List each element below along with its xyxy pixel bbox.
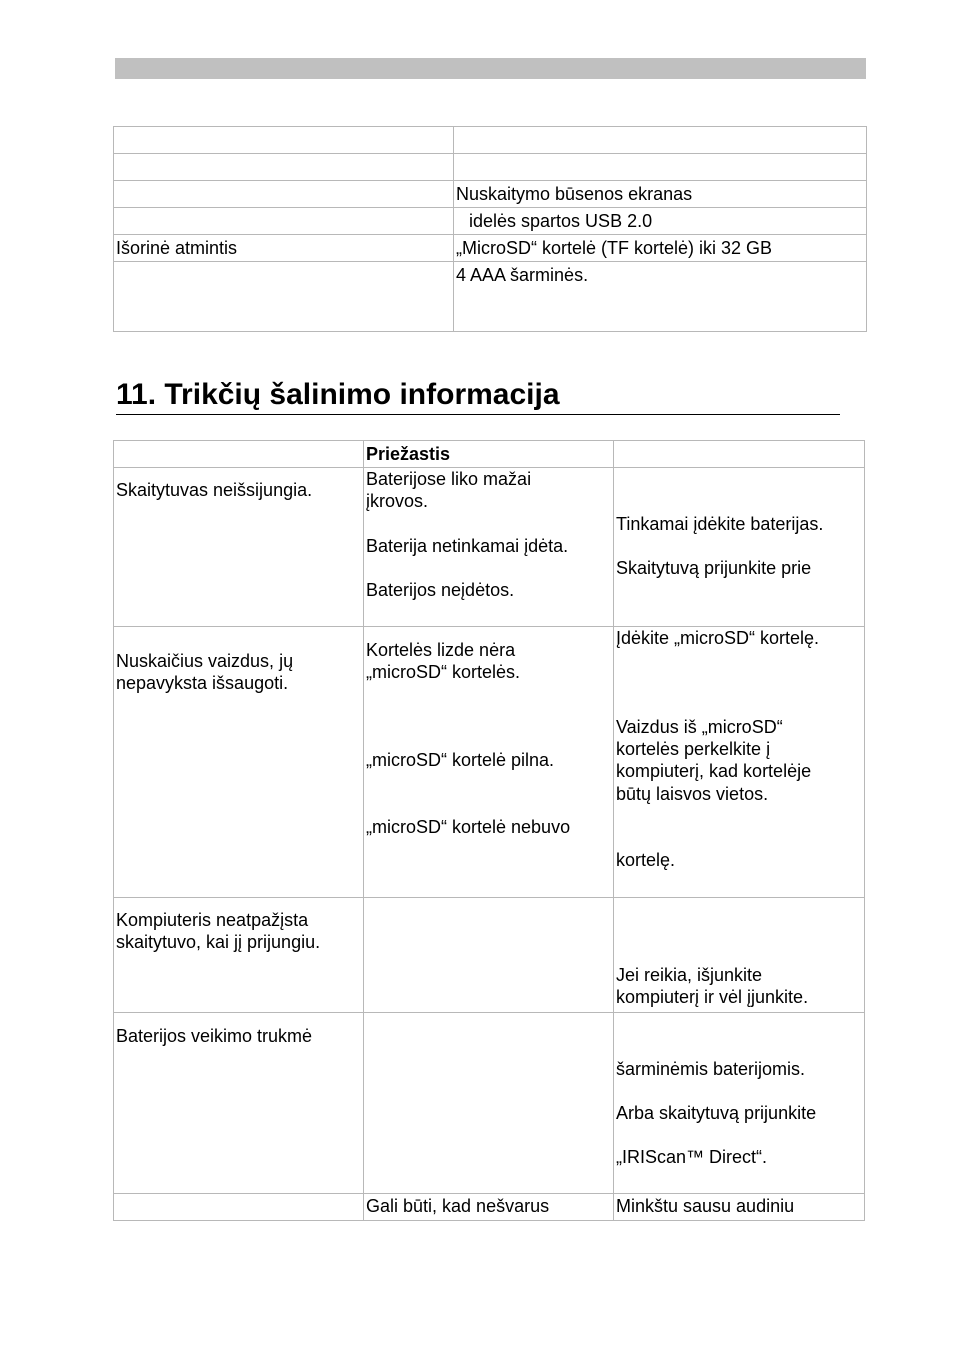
problem-cell [114, 1013, 364, 1194]
problem-cell [114, 627, 364, 898]
solution-text: Jei reikia, išjunkite [616, 965, 763, 985]
problem-cell [114, 1194, 364, 1221]
spec-label [114, 154, 454, 181]
spec-row [114, 262, 867, 332]
header-cause: Priežastis [364, 441, 614, 468]
specifications-table [113, 126, 867, 332]
cause-text: Baterijos neįdėtos. [366, 580, 515, 600]
solution-text: Vaizdus iš „microSD“ [616, 717, 783, 737]
solution-text: kortelės perkelkite į [616, 739, 771, 759]
solution-cell [614, 1194, 865, 1221]
spec-row [114, 181, 867, 208]
cause-cell [364, 468, 614, 627]
problem-text: Skaitytuvas neišsijungia. [116, 480, 313, 500]
problem-text: skaitytuvo, kai jį prijungiu. [116, 932, 321, 952]
problem-text: nepavyksta išsaugoti. [116, 673, 289, 693]
problem-cell [114, 468, 364, 627]
header-solution [614, 441, 865, 468]
solution-text: kompiuterį, kad kortelėje [616, 761, 812, 781]
problem-text: Nuskaičius vaizdus, jų [116, 651, 294, 671]
solution-text: būtų laisvos vietos. [616, 784, 769, 804]
table-header-row [114, 441, 865, 468]
cause-text: „microSD“ kortelė pilna. [366, 750, 555, 770]
problem-text: Kompiuteris neatpažįsta [116, 910, 309, 930]
solution-text: kortelę. [616, 850, 676, 870]
spec-row [114, 235, 867, 262]
solution-text: kompiuterį ir vėl įjunkite. [616, 987, 809, 1007]
solution-text: „IRIScan™ Direct“. [616, 1147, 768, 1167]
solution-text: Arba skaitytuvą prijunkite [616, 1103, 817, 1123]
cause-text: įkrovos. [366, 491, 429, 511]
section-title: 11. Trikčių šalinimo informacija [116, 376, 840, 415]
table-row [114, 627, 865, 898]
solution-cell [614, 1013, 865, 1194]
spec-label [114, 127, 454, 154]
solution-text: Įdėkite „microSD“ kortelę. [616, 628, 820, 648]
cause-text: Gali būti, kad nešvarus [366, 1196, 550, 1216]
spec-label [114, 262, 454, 332]
spec-row [114, 208, 867, 235]
spec-value [454, 154, 867, 181]
solution-text: Skaitytuvą prijunkite prie [616, 558, 812, 578]
cause-cell [364, 1194, 614, 1221]
solution-cell [614, 627, 865, 898]
cause-text: „microSD“ kortelė nebuvo [366, 817, 571, 837]
problem-text: Baterijos veikimo trukmė [116, 1026, 313, 1046]
troubleshooting-table [113, 440, 865, 1221]
spec-value [454, 127, 867, 154]
spec-value: 4 AAA šarminės. [454, 262, 867, 332]
spec-label [114, 208, 454, 235]
solution-text: Minkštu sausu audiniu [616, 1196, 795, 1216]
cause-cell [364, 627, 614, 898]
spec-value: idelės spartos USB 2.0 [454, 208, 867, 235]
table-row [114, 1013, 865, 1194]
cause-cell [364, 1013, 614, 1194]
spec-label [114, 181, 454, 208]
header-bar [115, 58, 866, 79]
spec-row [114, 127, 867, 154]
cause-cell [364, 898, 614, 1013]
solution-text: Tinkamai įdėkite baterijas. [616, 514, 824, 534]
cause-text: „microSD“ kortelės. [366, 662, 521, 682]
cause-text: Kortelės lizde nėra [366, 640, 516, 660]
solution-cell [614, 468, 865, 627]
table-row [114, 898, 865, 1013]
cause-text: Baterijose liko mažai [366, 469, 532, 489]
header-problem [114, 441, 364, 468]
table-row [114, 1194, 865, 1221]
solution-cell [614, 898, 865, 1013]
spec-value: „MicroSD“ kortelė (TF kortelė) iki 32 GB [454, 235, 867, 262]
solution-text: šarminėmis baterijomis. [616, 1059, 806, 1079]
problem-cell [114, 898, 364, 1013]
spec-value: Nuskaitymo būsenos ekranas [454, 181, 867, 208]
spec-row [114, 154, 867, 181]
spec-label: Išorinė atmintis [114, 235, 454, 262]
table-row [114, 468, 865, 627]
cause-text: Baterija netinkamai įdėta. [366, 536, 569, 556]
